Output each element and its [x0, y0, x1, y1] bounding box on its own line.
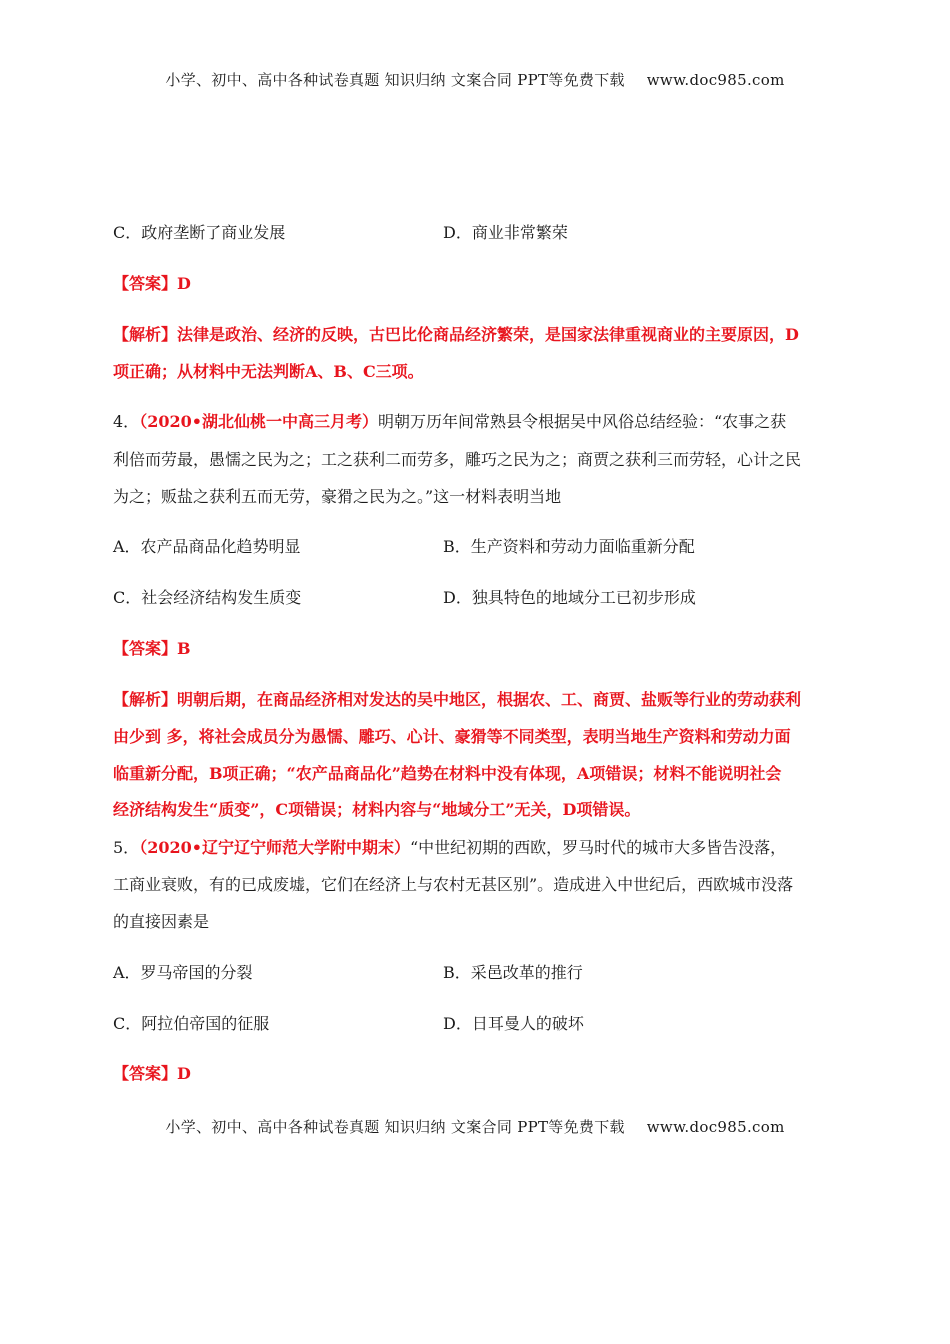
q3-option-d: D．商业非常繁荣 [443, 223, 568, 242]
q3-option-c: C．政府垄断了商业发展 [113, 223, 286, 242]
q4-stem-1: 明朝万历年间常熟县令根据吴中风俗总结经验：“农事之获 [377, 412, 787, 431]
q5-answer-value: D [177, 1064, 191, 1083]
q4-option-a: A．农产品商品化趋势明显 [113, 537, 301, 556]
q4-analysis-line-1: 【解析】明朝后期，在商品经济相对发达的吴中地区，根据农、工、商贾、盐贩等行业的劳动获利 [113, 690, 802, 709]
q4-stem-line-2: 利倍而劳最，愚懦之民为之；工之获利二而劳多，雕巧之民为之；商贾之获利三而劳轻，心计之民 [113, 450, 802, 469]
q4-option-b: B．生产资料和劳动力面临重新分配 [443, 537, 695, 556]
q4-options-cd [113, 585, 838, 608]
q4-stem-line-3: 为之；贩盐之获利五而无劳，豪猾之民为之。”这一材料表明当地 [113, 487, 562, 506]
q3-answer-label: 【答案】 [113, 274, 178, 293]
q5-answer [113, 1061, 838, 1084]
q4-answer-label: 【答案】 [113, 639, 178, 658]
q3-analysis-line-2: 项正确；从材料中无法判断A、B、C三项。 [113, 362, 424, 381]
q5-stem-line-1 [113, 835, 838, 858]
page-header [0, 69, 950, 90]
q4-analysis-line-4: 经济结构发生“质变”，C项错误；材料内容与“地域分工”无关，D项错误。 [113, 800, 641, 819]
q4-analysis-line-2: 由少到 多，将社会成员分为愚懦、雕巧、心计、豪猾等不同类型，表明当地生产资料和劳动力面 [113, 727, 791, 746]
q3-answer-value: D [177, 274, 191, 293]
q4-stem-line-1 [113, 409, 838, 432]
q5-stem-line-3: 的直接因素是 [113, 912, 210, 931]
footer-text: 小学、初中、高中各种试卷真题 知识归纳 文案合同 PPT等免费下载 [165, 1118, 625, 1136]
header-site[interactable]: www.doc985.com [646, 71, 785, 89]
q5-source: （2020•辽宁辽宁师范大学附中期末） [139, 838, 410, 857]
q4-source: （2020•湖北仙桃一中高三月考） [139, 412, 378, 431]
q4-option-c: C．社会经济结构发生质变 [113, 588, 302, 607]
q5-stem-1: “中世纪初期的西欧，罗马时代的城市大多皆告没落， [409, 838, 787, 857]
q4-analysis-line-3: 临重新分配，B项正确；“农产品商品化”趋势在材料中没有体现，A项错误；材料不能说明社会 [113, 764, 782, 783]
q3-options-cd [113, 220, 838, 243]
q5-options-cd [113, 1011, 838, 1034]
footer-site[interactable]: www.doc985.com [646, 1118, 785, 1136]
q5-stem-line-2: 工商业衰败，有的已成废墟，它们在经济上与农村无甚区别”。造成进入中世纪后，西欧城市没落 [113, 875, 794, 894]
q4-number: 4． [113, 412, 140, 431]
page-footer [0, 1116, 950, 1137]
q4-option-d: D．独具特色的地域分工已初步形成 [443, 588, 696, 607]
q3-analysis-line-1: 【解析】法律是政治、经济的反映，古巴比伦商品经济繁荣，是国家法律重视商业的主要原因，D [113, 325, 799, 344]
q5-number: 5． [113, 838, 140, 857]
header-text: 小学、初中、高中各种试卷真题 知识归纳 文案合同 PPT等免费下载 [165, 71, 625, 89]
q5-option-d: D．日耳曼人的破坏 [443, 1014, 584, 1033]
q4-answer [113, 636, 838, 659]
q4-options-ab [113, 534, 838, 557]
q5-answer-label: 【答案】 [113, 1064, 178, 1083]
q4-answer-value: B [177, 639, 191, 658]
q5-option-c: C．阿拉伯帝国的征服 [113, 1014, 270, 1033]
q5-option-a: A．罗马帝国的分裂 [113, 963, 253, 982]
q5-option-b: B．采邑改革的推行 [443, 963, 583, 982]
q5-options-ab [113, 960, 838, 983]
q3-answer [113, 271, 838, 294]
